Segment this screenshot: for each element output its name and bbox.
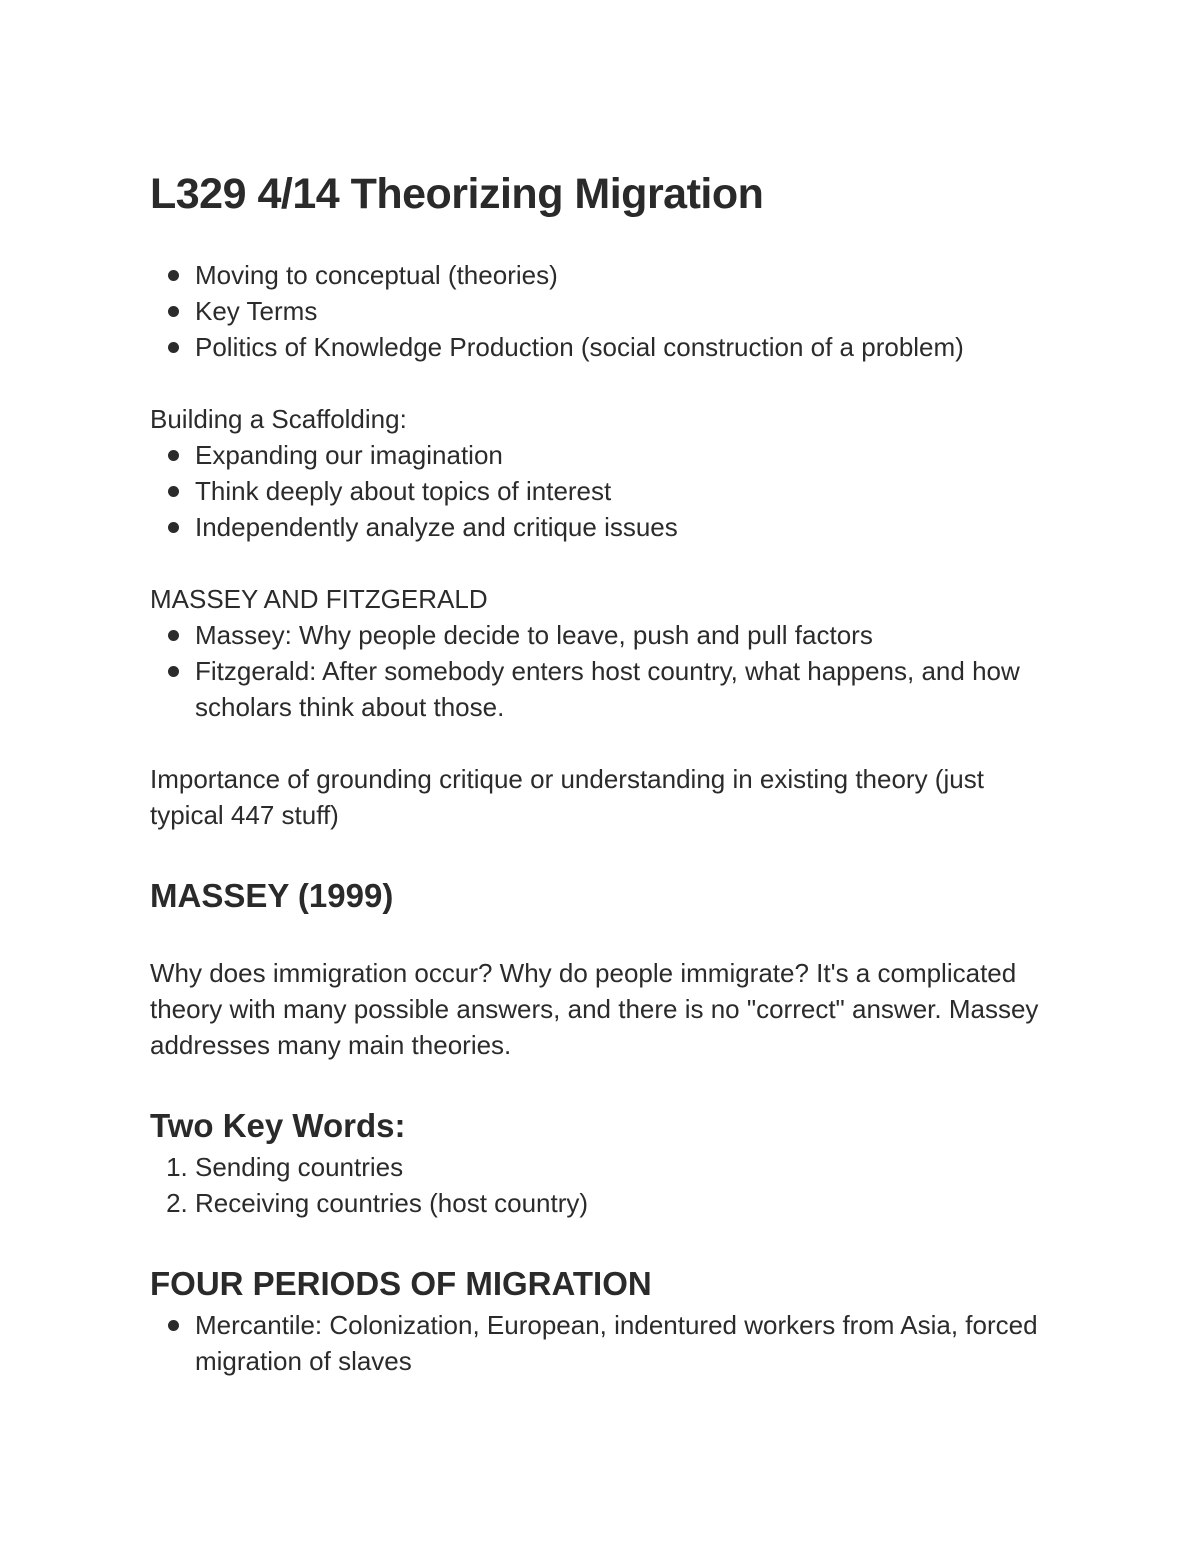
list-item: Think deeply about topics of interest — [195, 473, 1050, 509]
page-title: L329 4/14 Theorizing Migration — [150, 170, 764, 218]
list-item: Expanding our imagination — [195, 437, 1050, 473]
scaffolding-bullet-list — [150, 437, 1050, 545]
list-item: Fitzgerald: After somebody enters host country, what happens, and how scholars think about those. — [195, 653, 1050, 725]
massey-fitzgerald-bullet-list — [150, 617, 1050, 725]
periods-bullet-list — [150, 1307, 1050, 1379]
list-item: Politics of Knowledge Production (social construction of a problem) — [195, 329, 1050, 365]
importance-paragraph: Importance of grounding critique or understanding in existing theory (just typical 447 stuff) — [150, 764, 984, 830]
massey-fitzgerald-heading: MASSEY AND FITZGERALD — [150, 584, 488, 614]
list-item: Mercantile: Colonization, European, indentured workers from Asia, forced migration of slaves — [195, 1307, 1050, 1379]
list-item: Moving to conceptual (theories) — [195, 257, 1050, 293]
massey-section-heading: MASSEY (1999) — [150, 877, 394, 914]
key-words-numbered-list — [150, 1149, 1050, 1221]
scaffolding-heading: Building a Scaffolding: — [150, 404, 407, 434]
list-item: Key Terms — [195, 293, 1050, 329]
massey-section-paragraph: Why does immigration occur? Why do people immigrate? It's a complicated theory with many possible answers, and there is no "correct" answer. Massey addresses many main theories. — [150, 958, 1039, 1060]
list-item: 2. Receiving countries (host country) — [195, 1185, 1050, 1221]
list-item: Independently analyze and critique issues — [195, 509, 1050, 545]
periods-heading: FOUR PERIODS OF MIGRATION — [150, 1265, 652, 1302]
list-item: 1. Sending countries — [195, 1149, 1050, 1185]
list-item: Massey: Why people decide to leave, push and pull factors — [195, 617, 1050, 653]
intro-bullet-list — [150, 257, 1050, 365]
key-words-heading: Two Key Words: — [150, 1107, 406, 1144]
